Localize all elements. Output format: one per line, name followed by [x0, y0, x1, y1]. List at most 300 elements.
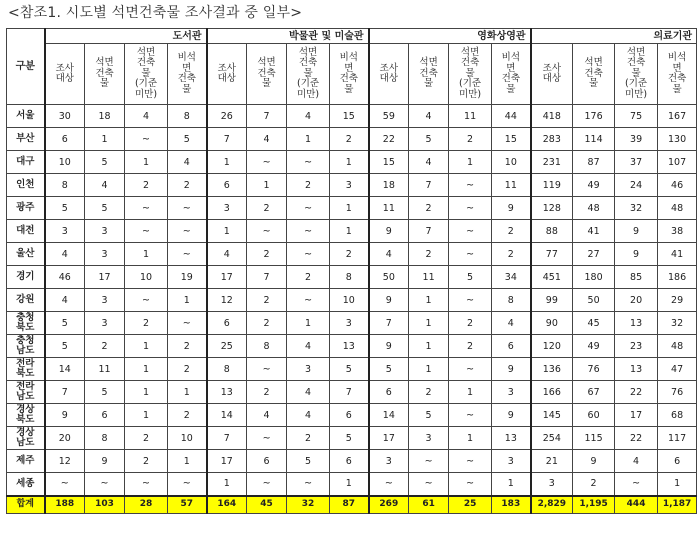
total-cell: 269 — [369, 496, 409, 514]
table-cell: 8 — [45, 174, 85, 197]
table-cell: 13 — [207, 381, 247, 404]
table-cell: 9 — [369, 220, 409, 243]
table-cell: 11 — [492, 174, 531, 197]
total-cell: 57 — [168, 496, 207, 514]
table-cell: 22 — [615, 381, 658, 404]
table-cell: 44 — [492, 105, 531, 128]
table-cell: 27 — [573, 243, 615, 266]
table-cell: 68 — [658, 404, 697, 427]
table-cell: 1 — [449, 151, 492, 174]
table-cell: 13 — [492, 427, 531, 450]
table-cell: 4 — [287, 381, 330, 404]
table-cell: 47 — [658, 358, 697, 381]
total-cell: 87 — [330, 496, 369, 514]
sub-column-header: 비석 면 건축 물 — [330, 44, 369, 105]
table-cell: 5 — [45, 335, 85, 358]
total-cell: 2,829 — [531, 496, 573, 514]
table-cell: 2 — [125, 450, 168, 473]
table-cell: 6 — [45, 128, 85, 151]
table-cell: ~ — [247, 220, 287, 243]
table-cell: 1 — [125, 381, 168, 404]
table-cell: 1 — [207, 473, 247, 496]
table-cell: 32 — [615, 197, 658, 220]
table-cell: 48 — [658, 197, 697, 220]
table-cell: 3 — [85, 312, 125, 335]
table-cell: 1 — [449, 427, 492, 450]
table-cell: 4 — [45, 243, 85, 266]
table-cell: 5 — [168, 128, 207, 151]
total-cell: 61 — [409, 496, 449, 514]
table-cell: 39 — [615, 128, 658, 151]
table-cell: 18 — [369, 174, 409, 197]
table-cell: 9 — [369, 335, 409, 358]
table-cell: 6 — [207, 174, 247, 197]
sub-column-header: 석면 건축 물 — [85, 44, 125, 105]
table-cell: ~ — [247, 358, 287, 381]
table-cell: 3 — [492, 450, 531, 473]
table-cell: 9 — [615, 243, 658, 266]
table-cell: 2 — [492, 220, 531, 243]
table-row — [7, 450, 697, 473]
table-cell: 85 — [615, 266, 658, 289]
table-cell: 8 — [247, 335, 287, 358]
table-cell: 7 — [247, 266, 287, 289]
sub-column-header: 석면 건축 물 — [409, 44, 449, 105]
table-cell: 4 — [492, 312, 531, 335]
table-cell: 1 — [287, 312, 330, 335]
table-cell: 59 — [369, 105, 409, 128]
region-label: 울산 — [7, 243, 45, 266]
table-cell: 50 — [369, 266, 409, 289]
table-cell: 76 — [573, 358, 615, 381]
table-cell: 128 — [531, 197, 573, 220]
table-cell: 13 — [330, 335, 369, 358]
table-row — [7, 151, 697, 174]
table-cell: 1 — [168, 289, 207, 312]
table-cell: 5 — [85, 197, 125, 220]
table-row — [7, 358, 697, 381]
table-cell: 11 — [409, 266, 449, 289]
table-cell: 23 — [615, 335, 658, 358]
table-cell: 2 — [330, 128, 369, 151]
table-cell: 7 — [409, 220, 449, 243]
table-cell: 9 — [492, 197, 531, 220]
table-cell: ~ — [287, 220, 330, 243]
region-label: 경상 남도 — [7, 427, 45, 450]
table-cell: 4 — [168, 151, 207, 174]
table-cell: 120 — [531, 335, 573, 358]
table-cell: 1 — [125, 243, 168, 266]
table-cell: 10 — [330, 289, 369, 312]
sub-column-header: 석면 건축 물 (기준 미만) — [449, 44, 492, 105]
table-cell: 75 — [615, 105, 658, 128]
table-cell: 32 — [658, 312, 697, 335]
table-cell: ~ — [449, 450, 492, 473]
table-cell: 2 — [168, 174, 207, 197]
table-cell: 38 — [658, 220, 697, 243]
table-cell: ~ — [125, 289, 168, 312]
table-cell: ~ — [449, 220, 492, 243]
table-cell: 6 — [330, 450, 369, 473]
group-header: 의료기관 — [531, 29, 697, 44]
total-cell: 183 — [492, 496, 531, 514]
table-cell: 7 — [409, 174, 449, 197]
table-cell: 8 — [207, 358, 247, 381]
total-cell: 188 — [45, 496, 85, 514]
region-label: 충청 남도 — [7, 335, 45, 358]
table-cell: 3 — [492, 381, 531, 404]
table-cell: 9 — [85, 450, 125, 473]
table-cell: ~ — [369, 473, 409, 496]
table-cell: 9 — [492, 358, 531, 381]
table-cell: 67 — [573, 381, 615, 404]
table-cell: 6 — [492, 335, 531, 358]
table-cell: 5 — [45, 312, 85, 335]
table-cell: 5 — [85, 151, 125, 174]
sub-column-header: 석면 건축 물 (기준 미만) — [287, 44, 330, 105]
table-cell: 3 — [85, 220, 125, 243]
table-cell: 2 — [247, 197, 287, 220]
table-cell: 49 — [573, 335, 615, 358]
table-cell: 10 — [45, 151, 85, 174]
table-cell: 3 — [287, 358, 330, 381]
region-label: 대구 — [7, 151, 45, 174]
table-cell: ~ — [287, 197, 330, 220]
table-cell: 166 — [531, 381, 573, 404]
region-column-header: 구분 — [7, 29, 45, 105]
table-cell: 4 — [369, 243, 409, 266]
table-cell: 2 — [449, 312, 492, 335]
region-label: 대전 — [7, 220, 45, 243]
table-cell: 1 — [658, 473, 697, 496]
table-cell: 1 — [168, 381, 207, 404]
table-cell: 136 — [531, 358, 573, 381]
table-cell: 24 — [615, 174, 658, 197]
table-cell: 2 — [125, 312, 168, 335]
table-cell: ~ — [168, 243, 207, 266]
region-label: 충청 북도 — [7, 312, 45, 335]
table-cell: 145 — [531, 404, 573, 427]
sub-column-header: 조사 대상 — [207, 44, 247, 105]
table-cell: 9 — [573, 450, 615, 473]
region-label: 서울 — [7, 105, 45, 128]
total-cell: 25 — [449, 496, 492, 514]
table-cell: 13 — [615, 358, 658, 381]
table-cell: 7 — [330, 381, 369, 404]
table-cell: 1 — [247, 174, 287, 197]
table-cell: 2 — [492, 243, 531, 266]
table-cell: 3 — [330, 174, 369, 197]
table-cell: 99 — [531, 289, 573, 312]
table-cell: ~ — [449, 174, 492, 197]
table-cell: 3 — [45, 220, 85, 243]
table-cell: 4 — [247, 128, 287, 151]
group-header: 도서관 — [45, 29, 207, 44]
table-cell: 1 — [168, 450, 207, 473]
table-cell: ~ — [449, 243, 492, 266]
table-cell: 8 — [492, 289, 531, 312]
table-cell: 3 — [531, 473, 573, 496]
table-cell: 7 — [247, 105, 287, 128]
table-cell: 1 — [207, 220, 247, 243]
table-cell: 180 — [573, 266, 615, 289]
table-cell: 1 — [125, 358, 168, 381]
table-cell: ~ — [449, 197, 492, 220]
table-cell: 6 — [247, 450, 287, 473]
table-cell: 49 — [573, 174, 615, 197]
table-cell: 4 — [287, 105, 330, 128]
table-row — [7, 312, 697, 335]
table-cell: 1 — [409, 289, 449, 312]
survey-table-container — [6, 28, 696, 514]
table-cell: 5 — [369, 358, 409, 381]
table-cell: 5 — [449, 266, 492, 289]
table-cell: ~ — [45, 473, 85, 496]
table-cell: 9 — [369, 289, 409, 312]
table-row — [7, 473, 697, 496]
table-cell: 231 — [531, 151, 573, 174]
table-row — [7, 174, 697, 197]
table-cell: ~ — [247, 473, 287, 496]
table-cell: 2 — [247, 289, 287, 312]
table-row — [7, 105, 697, 128]
table-cell: 6 — [658, 450, 697, 473]
table-cell: 4 — [287, 404, 330, 427]
table-cell: 114 — [573, 128, 615, 151]
table-row — [7, 243, 697, 266]
table-cell: 87 — [573, 151, 615, 174]
table-cell: 41 — [573, 220, 615, 243]
table-cell: 13 — [615, 312, 658, 335]
sub-column-header: 비석 면 건축 물 — [492, 44, 531, 105]
table-cell: 17 — [615, 404, 658, 427]
table-cell: 4 — [247, 404, 287, 427]
region-label: 전라 북도 — [7, 358, 45, 381]
table-cell: 76 — [658, 381, 697, 404]
table-cell: 48 — [658, 335, 697, 358]
table-cell: 6 — [85, 404, 125, 427]
table-cell: 20 — [615, 289, 658, 312]
table-cell: 41 — [658, 243, 697, 266]
table-cell: 15 — [369, 151, 409, 174]
table-cell: ~ — [168, 220, 207, 243]
table-cell: 5 — [409, 128, 449, 151]
table-cell: 6 — [369, 381, 409, 404]
table-cell: 60 — [573, 404, 615, 427]
table-cell: 107 — [658, 151, 697, 174]
table-cell: 46 — [45, 266, 85, 289]
table-row — [7, 289, 697, 312]
table-cell: 1 — [330, 197, 369, 220]
table-cell: 45 — [573, 312, 615, 335]
table-cell: 2 — [247, 381, 287, 404]
table-cell: 4 — [409, 151, 449, 174]
group-header: 박물관 및 미술관 — [207, 29, 369, 44]
table-cell: 1 — [85, 128, 125, 151]
table-cell: 4 — [615, 450, 658, 473]
table-cell: ~ — [125, 128, 168, 151]
table-cell: 17 — [369, 427, 409, 450]
table-cell: 21 — [531, 450, 573, 473]
total-cell: 32 — [287, 496, 330, 514]
table-cell: ~ — [247, 151, 287, 174]
total-label: 합계 — [7, 496, 45, 514]
table-cell: 2 — [409, 197, 449, 220]
table-cell: 1 — [449, 381, 492, 404]
table-cell: 451 — [531, 266, 573, 289]
table-cell: ~ — [287, 243, 330, 266]
table-cell: 115 — [573, 427, 615, 450]
table-cell: 254 — [531, 427, 573, 450]
sub-column-header: 비석 면 건축 물 — [168, 44, 207, 105]
table-cell: 9 — [492, 404, 531, 427]
table-cell: 22 — [369, 128, 409, 151]
table-row — [7, 381, 697, 404]
sub-column-header: 조사 대상 — [45, 44, 85, 105]
sub-column-header: 석면 건축 물 (기준 미만) — [615, 44, 658, 105]
sub-column-header: 석면 건축 물 (기준 미만) — [125, 44, 168, 105]
table-cell: 167 — [658, 105, 697, 128]
table-cell: ~ — [449, 404, 492, 427]
table-cell: 5 — [45, 197, 85, 220]
table-cell: 1 — [207, 151, 247, 174]
table-cell: 19 — [168, 266, 207, 289]
table-cell: 20 — [45, 427, 85, 450]
table-cell: 186 — [658, 266, 697, 289]
table-cell: ~ — [615, 473, 658, 496]
table-cell: ~ — [287, 151, 330, 174]
table-cell: 10 — [168, 427, 207, 450]
table-cell: 14 — [369, 404, 409, 427]
table-cell: 11 — [369, 197, 409, 220]
table-cell: 10 — [125, 266, 168, 289]
table-cell: 2 — [168, 358, 207, 381]
sub-column-header: 조사 대상 — [531, 44, 573, 105]
table-cell: 9 — [615, 220, 658, 243]
table-row — [7, 335, 697, 358]
table-cell: 14 — [45, 358, 85, 381]
table-cell: 2 — [247, 243, 287, 266]
table-cell: 17 — [85, 266, 125, 289]
table-cell: 130 — [658, 128, 697, 151]
table-cell: ~ — [247, 427, 287, 450]
table-cell: 18 — [85, 105, 125, 128]
table-cell: 9 — [45, 404, 85, 427]
total-cell: 28 — [125, 496, 168, 514]
sub-column-header: 비석 면 건축 물 — [658, 44, 697, 105]
table-cell: 2 — [573, 473, 615, 496]
table-cell: 2 — [125, 427, 168, 450]
table-cell: 3 — [409, 427, 449, 450]
total-cell: 1,187 — [658, 496, 697, 514]
table-cell: 1 — [287, 128, 330, 151]
table-cell: 1 — [330, 151, 369, 174]
table-cell: 2 — [449, 128, 492, 151]
table-cell: ~ — [85, 473, 125, 496]
table-cell: ~ — [409, 473, 449, 496]
table-cell: 12 — [45, 450, 85, 473]
table-cell: 48 — [573, 197, 615, 220]
region-label: 경기 — [7, 266, 45, 289]
table-row — [7, 427, 697, 450]
table-row — [7, 128, 697, 151]
table-cell: 2 — [85, 335, 125, 358]
region-label: 전라 남도 — [7, 381, 45, 404]
table-cell: 2 — [287, 266, 330, 289]
table-cell: 12 — [207, 289, 247, 312]
total-cell: 1,195 — [573, 496, 615, 514]
table-cell: 4 — [45, 289, 85, 312]
table-cell: 10 — [492, 151, 531, 174]
table-row — [7, 220, 697, 243]
table-cell: 4 — [207, 243, 247, 266]
total-cell: 444 — [615, 496, 658, 514]
table-cell: ~ — [125, 220, 168, 243]
table-cell: ~ — [168, 473, 207, 496]
table-cell: 6 — [330, 404, 369, 427]
total-row — [7, 496, 697, 514]
table-cell: ~ — [125, 473, 168, 496]
table-cell: 3 — [330, 312, 369, 335]
sub-column-header: 조사 대상 — [369, 44, 409, 105]
table-cell: 4 — [85, 174, 125, 197]
table-cell: ~ — [287, 289, 330, 312]
table-cell: 176 — [573, 105, 615, 128]
table-cell: 2 — [168, 335, 207, 358]
table-cell: 7 — [369, 312, 409, 335]
table-cell: ~ — [449, 289, 492, 312]
table-cell: 77 — [531, 243, 573, 266]
sub-column-header: 석면 건축 물 — [247, 44, 287, 105]
table-cell: 17 — [207, 266, 247, 289]
table-row — [7, 404, 697, 427]
table-cell: 5 — [409, 404, 449, 427]
total-cell: 45 — [247, 496, 287, 514]
table-cell: 7 — [207, 128, 247, 151]
table-cell: 1 — [409, 358, 449, 381]
table-cell: 5 — [330, 427, 369, 450]
table-cell: ~ — [168, 312, 207, 335]
table-cell: 29 — [658, 289, 697, 312]
table-cell: 2 — [168, 404, 207, 427]
table-row — [7, 197, 697, 220]
table-cell: 119 — [531, 174, 573, 197]
table-cell: 90 — [531, 312, 573, 335]
table-row — [7, 266, 697, 289]
table-cell: ~ — [409, 450, 449, 473]
table-cell: 3 — [85, 243, 125, 266]
table-cell: 8 — [330, 266, 369, 289]
table-cell: 11 — [85, 358, 125, 381]
table-cell: 2 — [125, 174, 168, 197]
table-cell: 11 — [449, 105, 492, 128]
table-cell: ~ — [168, 197, 207, 220]
table-cell: 2 — [330, 243, 369, 266]
table-cell: 22 — [615, 427, 658, 450]
region-label: 강원 — [7, 289, 45, 312]
table-cell: 1 — [330, 473, 369, 496]
table-cell: 4 — [409, 105, 449, 128]
table-cell: 5 — [287, 450, 330, 473]
table-cell: 1 — [330, 220, 369, 243]
total-cell: 103 — [85, 496, 125, 514]
table-cell: 17 — [207, 450, 247, 473]
region-label: 경상 북도 — [7, 404, 45, 427]
table-cell: 117 — [658, 427, 697, 450]
table-cell: 30 — [45, 105, 85, 128]
table-cell: 2 — [409, 243, 449, 266]
table-cell: 4 — [287, 335, 330, 358]
